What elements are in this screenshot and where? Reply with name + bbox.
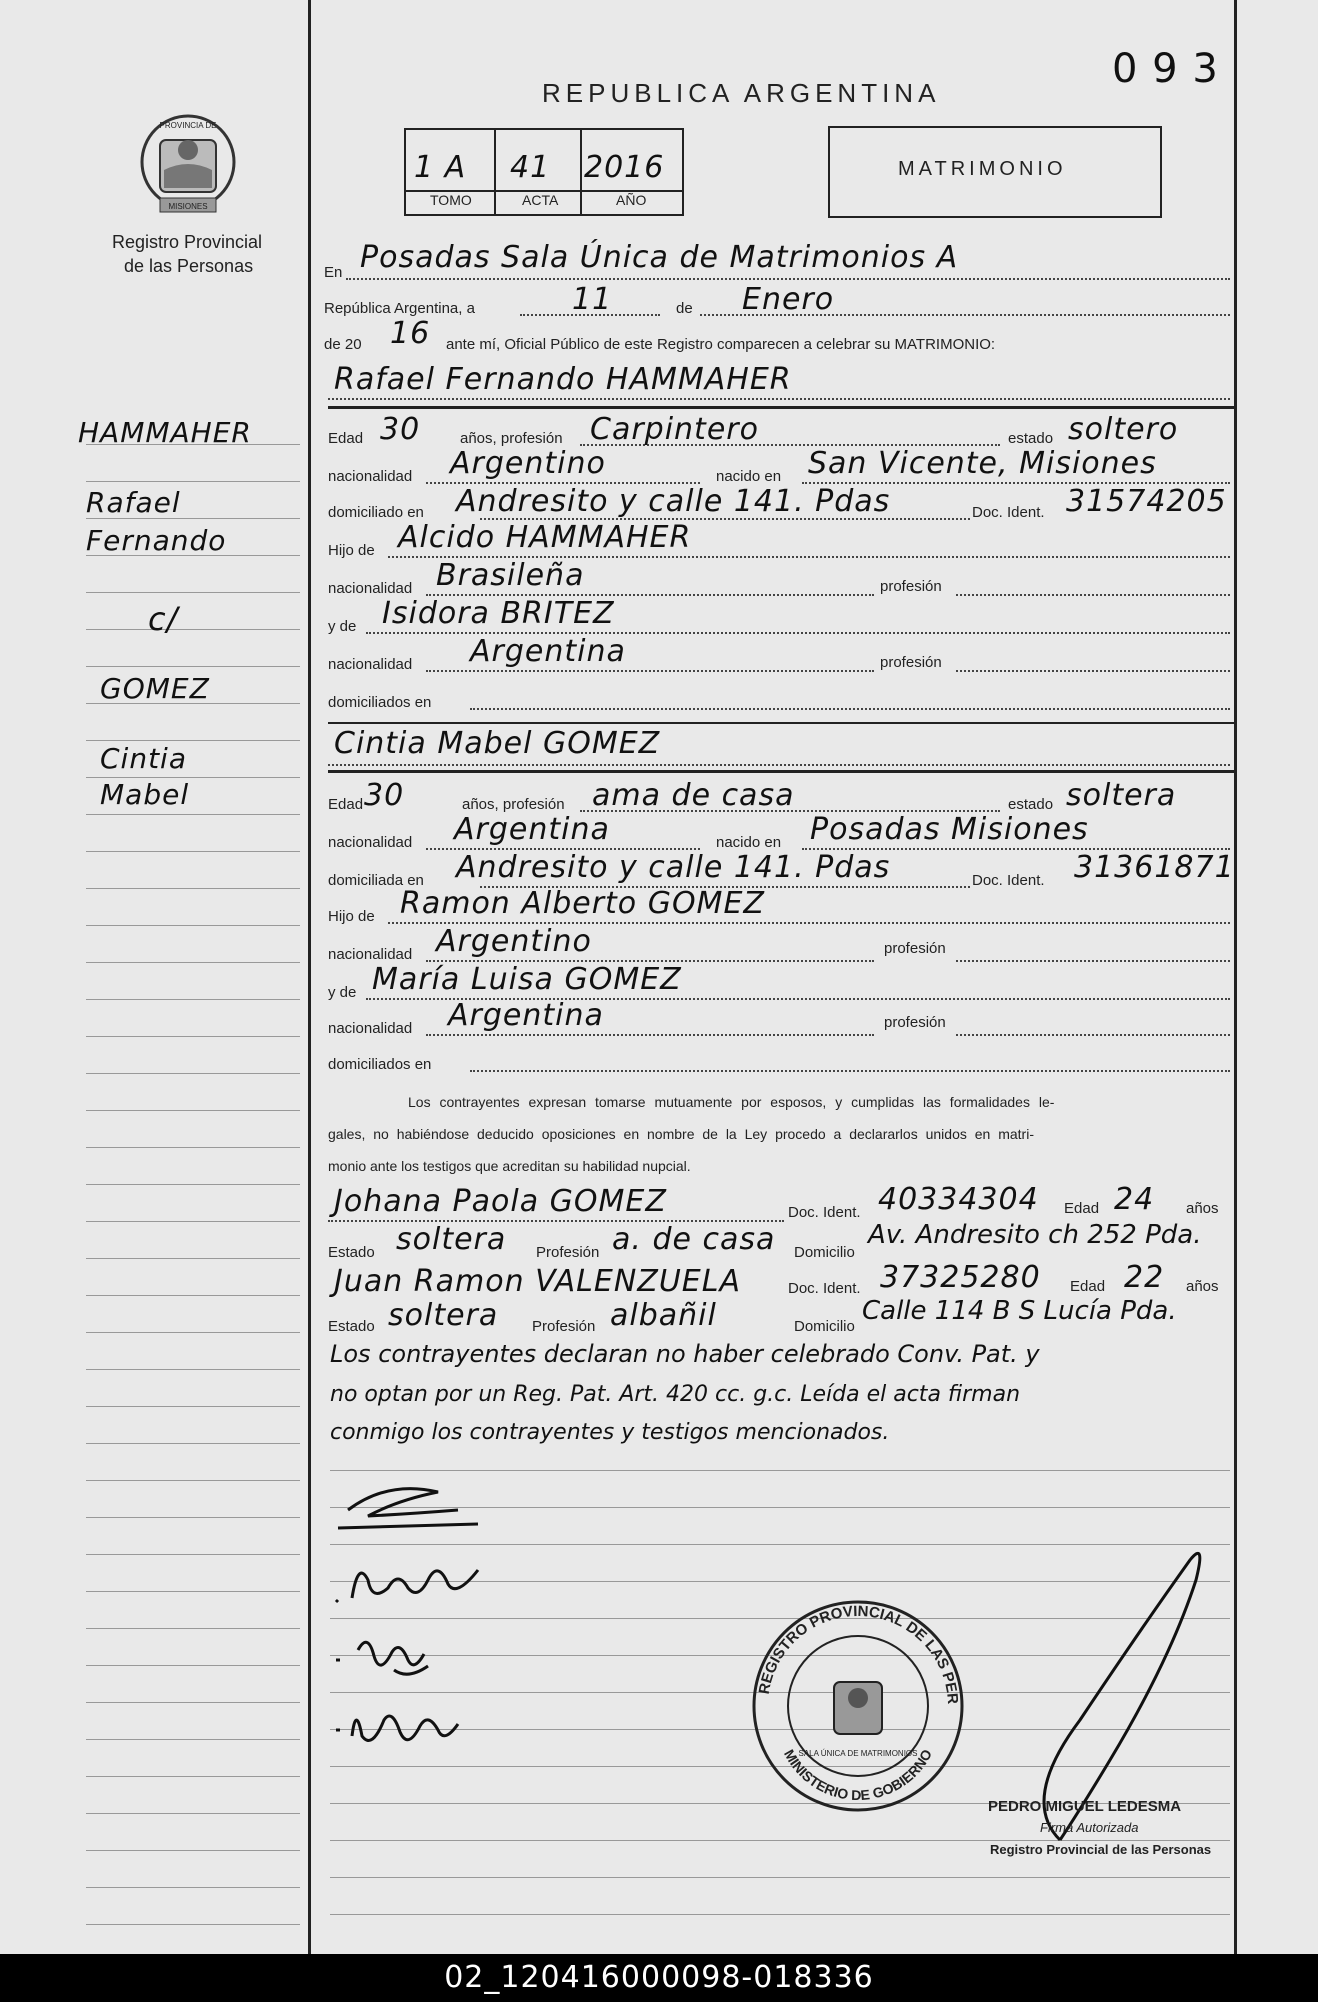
groom-doc: 31574205 — [1066, 484, 1227, 519]
ruled-line — [86, 1665, 300, 1666]
label-hijo-de: Hijo de — [328, 542, 375, 559]
note-line-1: Los contrayentes declaran no haber celebrado Conv. Pat. y — [330, 1340, 1040, 1368]
line-bride-mother-prof — [956, 1034, 1230, 1036]
groom-mother-nationality: Argentina — [470, 634, 626, 669]
margin-bride-middle: Mabel — [100, 778, 190, 811]
act-box-divider-2 — [580, 128, 582, 214]
signature-4 — [328, 1690, 518, 1760]
bride-mother: María Luisa GOMEZ — [372, 962, 682, 997]
label-y-de: y de — [328, 618, 357, 635]
margin-rule-left — [308, 0, 311, 1954]
acta-label: ACTA — [522, 192, 559, 208]
label-profesion-w1: Profesión — [536, 1244, 600, 1261]
ruled-line — [86, 1147, 300, 1148]
witness-2-profession: albañil — [610, 1298, 717, 1333]
signature-3 — [328, 1620, 488, 1690]
seal-bottom-text: MISIONES — [168, 202, 208, 211]
groom-status: soltero — [1068, 412, 1179, 447]
ruled-line — [86, 999, 300, 1000]
label-domiciliados: domiciliados en — [328, 694, 432, 711]
label-profesion-bride: profesión — [884, 940, 946, 957]
ruled-line — [86, 1110, 300, 1111]
margin-connector: c/ — [148, 600, 179, 638]
anio-label: AÑO — [616, 192, 647, 208]
label-nacionalidad-bride-3: nacionalidad — [328, 1020, 413, 1037]
label-profesion: profesión — [880, 578, 942, 595]
stamp-ring-text: REGISTRO PROVINCIAL DE LAS PER — [755, 1602, 962, 1705]
groom-profession: Carpintero — [590, 412, 759, 447]
line-groom-mother-nat — [426, 670, 874, 672]
official-name: PEDRO MIGUEL LEDESMA — [988, 1798, 1182, 1815]
label-domiciliada: domiciliada en — [328, 872, 424, 889]
ruled-line — [86, 1184, 300, 1185]
line-groom-mother-prof — [956, 670, 1230, 672]
ruled-line — [86, 1887, 300, 1888]
witness-2-doc: 37325280 — [880, 1260, 1041, 1295]
line-bride-father-prof — [956, 960, 1230, 962]
label-en: En — [324, 264, 343, 281]
bride-status: soltera — [1066, 778, 1177, 813]
bride-father-nationality: Argentino — [436, 924, 592, 959]
margin-bride-surname: GOMEZ — [100, 672, 210, 705]
ruled-line — [86, 1776, 300, 1777]
section-separator-bride — [328, 770, 1234, 773]
ruled-line — [330, 1877, 1230, 1878]
label-nacionalidad-bride: nacionalidad — [328, 834, 413, 851]
line-bride-name — [328, 764, 1230, 766]
anio-value: 2016 — [584, 150, 665, 185]
label-hijo-de-bride: Hijo de — [328, 908, 375, 925]
label-doc-ident: Doc. Ident. — [972, 504, 1045, 521]
label-nacido-en: nacido en — [716, 468, 782, 485]
act-type: MATRIMONIO — [898, 158, 1067, 180]
document-id-footer: 02_120416000098-018336 — [0, 1954, 1318, 2002]
official-title: Firma Autorizada — [1040, 1820, 1139, 1835]
place-value: Posadas Sala Única de Matrimonios A — [360, 240, 959, 275]
label-nacionalidad-bride-2: nacionalidad — [328, 946, 413, 963]
label-doc-ident-w1: Doc. Ident. — [788, 1204, 861, 1221]
ruled-line — [86, 1517, 300, 1518]
witness-2-age: 22 — [1124, 1260, 1165, 1295]
groom-father: Alcido HAMMAHER — [398, 520, 692, 555]
witness-2-name: Juan Ramon VALENZUELA — [334, 1264, 741, 1299]
tomo-value: 1 A — [414, 150, 467, 185]
ruled-line — [86, 1813, 300, 1814]
section-separator-mid — [328, 722, 1234, 724]
label-de20: de 20 — [324, 336, 362, 353]
ruled-line — [86, 1332, 300, 1333]
ruled-line — [86, 1702, 300, 1703]
groom-father-nationality: Brasileña — [436, 558, 585, 593]
tomo-label: TOMO — [430, 192, 472, 208]
label-edad-w2: Edad — [1070, 1278, 1106, 1295]
label-nacido-en-bride: nacido en — [716, 834, 782, 851]
stamp-lower-text: MINISTERIO DE GOBIERNO — [780, 1746, 936, 1804]
signature-1 — [328, 1470, 488, 1550]
year-suffix-value: 16 — [390, 316, 431, 351]
label-nacionalidad-3: nacionalidad — [328, 656, 413, 673]
label-doc-ident-bride: Doc. Ident. — [972, 872, 1045, 889]
ruled-line — [86, 1073, 300, 1074]
label-estado-w1: Estado — [328, 1244, 375, 1261]
bride-doc: 31361871 — [1074, 850, 1235, 885]
signature-2 — [328, 1540, 528, 1620]
registry-line1: Registro Provincial — [112, 232, 263, 252]
groom-age: 30 — [380, 412, 421, 447]
official-stamp — [748, 1596, 968, 1816]
margin-rule-right — [1234, 0, 1237, 1954]
ruled-line — [86, 1554, 300, 1555]
label-doc-ident-w2: Doc. Ident. — [788, 1280, 861, 1297]
section-separator-groom — [328, 406, 1234, 409]
ruled-line — [86, 629, 300, 630]
registry-line2: de las Personas — [124, 256, 254, 276]
ruled-line — [86, 1443, 300, 1444]
legal-text-2: gales, no habiéndose deducido oposiciones en nombre de la Ley procedo a declararlos unidos en matri- — [328, 1126, 1034, 1142]
label-domicilio-w2: Domicilio — [794, 1318, 855, 1335]
bride-birthplace: Posadas Misiones — [810, 812, 1089, 847]
ruled-line — [86, 962, 300, 963]
ruled-line — [86, 1739, 300, 1740]
ruled-line — [86, 1591, 300, 1592]
line-bride-parents-address — [470, 1070, 1230, 1072]
margin-groom-surname: HAMMAHER — [78, 416, 252, 449]
label-estado-w2: Estado — [328, 1318, 375, 1335]
ruled-line — [86, 1295, 300, 1296]
stamp-inner-text: SALA ÚNICA DE MATRIMONIOS — [798, 1749, 918, 1758]
label-edad-w1: Edad — [1064, 1200, 1100, 1217]
legal-text-1: Los contrayentes expresan tomarse mutuamente por esposos, y cumplidas las formalidades le- — [408, 1094, 1055, 1110]
label-de: de — [676, 300, 693, 317]
ruled-line — [86, 851, 300, 852]
label-edad: Edad — [328, 430, 364, 447]
line-place — [346, 278, 1230, 280]
label-estado: estado — [1008, 430, 1054, 447]
ruled-line — [86, 1628, 300, 1629]
ruled-line — [86, 1369, 300, 1370]
ruled-line — [86, 740, 300, 741]
seal-top-text: PROVINCIA DE — [159, 121, 217, 130]
official-office: Registro Provincial de las Personas — [990, 1842, 1212, 1857]
ruled-line — [86, 1406, 300, 1407]
line-groom-parents-address — [470, 708, 1230, 710]
groom-birthplace: San Vicente, Misiones — [808, 446, 1157, 481]
ruled-line — [86, 1036, 300, 1037]
ruled-line — [86, 1221, 300, 1222]
groom-mother: Isidora BRITEZ — [382, 596, 615, 631]
act-box-divider-1 — [494, 128, 496, 214]
intro-text: ante mí, Oficial Público de este Registro comparecen a celebrar su MATRIMONIO: — [446, 336, 996, 353]
witness-1-name: Johana Paola GOMEZ — [334, 1184, 667, 1219]
day-value: 11 — [572, 282, 613, 317]
witness-1-doc: 40334304 — [878, 1182, 1039, 1217]
margin-bride-first: Cintia — [100, 742, 187, 775]
witness-1-profession: a. de casa — [612, 1222, 776, 1257]
label-profesion-bride-2: profesión — [884, 1014, 946, 1031]
note-line-2: no optan por un Reg. Pat. Art. 420 cc. g.c. Leída el acta firman — [330, 1382, 1021, 1407]
label-domiciliado: domiciliado en — [328, 504, 424, 521]
note-line-3: conmigo los contrayentes y testigos mencionados. — [330, 1420, 890, 1445]
groom-name: Rafael Fernando HAMMAHER — [334, 362, 792, 397]
acta-value: 41 — [510, 150, 551, 185]
margin-groom-first: Rafael — [86, 486, 181, 519]
ruled-line — [86, 1924, 300, 1925]
legal-text-3: monio ante los testigos que acreditan su habilidad nupcial. — [328, 1158, 691, 1174]
label-profesion-w2: Profesión — [532, 1318, 596, 1335]
label-anos-w2: años — [1186, 1278, 1219, 1295]
label-anos-w1: años — [1186, 1200, 1219, 1217]
witness-2-address: Calle 114 B S Lucía Pda. — [862, 1296, 1177, 1326]
country-title: REPUBLICA ARGENTINA — [542, 78, 941, 108]
witness-2-status: soltera — [388, 1298, 499, 1333]
ruled-line — [86, 592, 300, 593]
line-groom-name — [328, 398, 1230, 400]
label-y-de-bride: y de — [328, 984, 357, 1001]
margin-groom-middle: Fernando — [86, 524, 227, 557]
ruled-line — [86, 1258, 300, 1259]
witness-1-age: 24 — [1114, 1182, 1155, 1217]
groom-nationality: Argentino — [450, 446, 606, 481]
bride-nationality: Argentina — [454, 812, 610, 847]
bride-profession: ama de casa — [592, 778, 795, 813]
ruled-line — [330, 1914, 1230, 1915]
label-nacionalidad: nacionalidad — [328, 468, 413, 485]
bride-name: Cintia Mabel GOMEZ — [334, 726, 661, 761]
month-value: Enero — [742, 282, 835, 317]
ruled-line — [86, 888, 300, 889]
label-estado-bride: estado — [1008, 796, 1054, 813]
bride-age: 30 — [364, 778, 405, 813]
line-bride-mother-nat — [426, 1034, 874, 1036]
ruled-line — [86, 1850, 300, 1851]
page-number: 0 9 3 — [1112, 46, 1219, 92]
groom-address: Andresito y calle 141. Pdas — [456, 484, 891, 519]
ruled-line — [86, 1480, 300, 1481]
line-groom-father-prof — [956, 594, 1230, 596]
ruled-line — [86, 666, 300, 667]
ruled-line — [86, 814, 300, 815]
label-edad-bride: Edad — [328, 796, 364, 813]
bride-mother-nationality: Argentina — [448, 998, 604, 1033]
label-republica: República Argentina, a — [324, 300, 475, 317]
ruled-line — [86, 925, 300, 926]
label-domicilio-w1: Domicilio — [794, 1244, 855, 1261]
bride-father: Ramon Alberto GOMEZ — [400, 886, 765, 921]
bride-address: Andresito y calle 141. Pdas — [456, 850, 891, 885]
label-anos-profesion: años, profesión — [460, 430, 563, 447]
label-nacionalidad-2: nacionalidad — [328, 580, 413, 597]
label-anos-profesion-bride: años, profesión — [462, 796, 565, 813]
ruled-line — [86, 481, 300, 482]
witness-1-status: soltera — [396, 1222, 507, 1257]
label-profesion-2: profesión — [880, 654, 942, 671]
witness-1-address: Av. Andresito ch 252 Pda. — [868, 1220, 1202, 1250]
provincial-seal — [138, 110, 238, 220]
label-domiciliados-bride: domiciliados en — [328, 1056, 432, 1073]
